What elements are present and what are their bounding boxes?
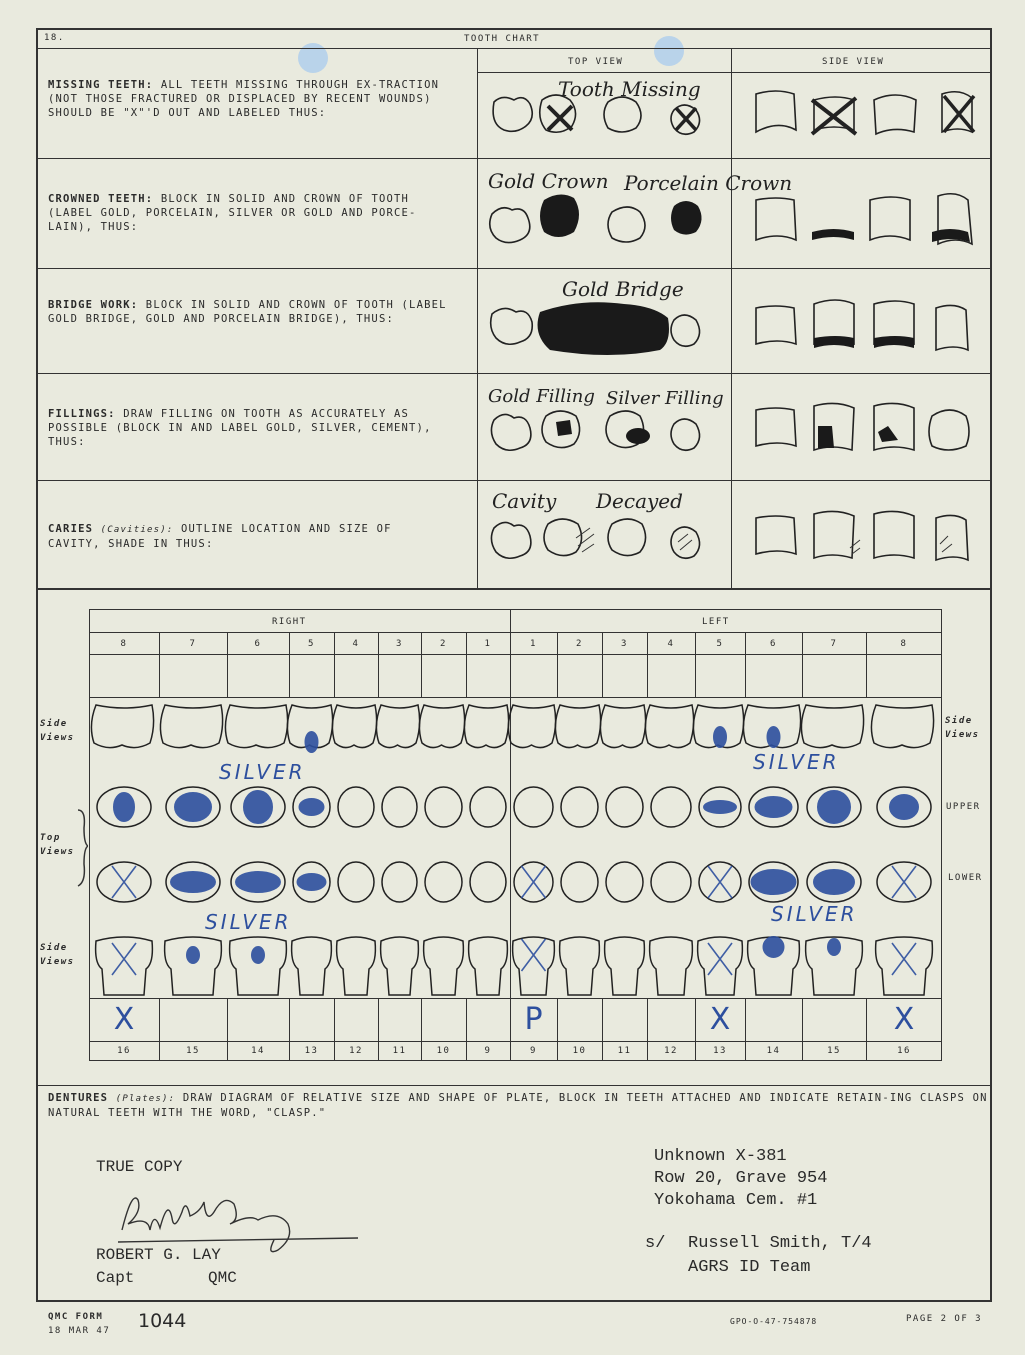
upper-top-tooth <box>651 787 691 827</box>
lower-tooth-number: 16 <box>897 1046 911 1056</box>
lower-tooth-mark: P <box>524 1002 543 1037</box>
certifier-rank: Capt <box>96 1269 135 1287</box>
upper-side-tooth <box>508 705 555 748</box>
instruction-text: OUTLINE LOCATION AND SIZE OF CAVITY, SHADE IN THUS: <box>48 523 392 550</box>
annotation-silver: SILVER <box>753 750 840 774</box>
lower-side-tooth <box>876 937 933 995</box>
extraction-mark <box>892 866 916 898</box>
upper-side-tooth <box>376 705 419 748</box>
extraction-mark <box>112 866 136 898</box>
form-number: 1044 <box>138 1310 187 1332</box>
example-label: Tooth Missing <box>558 77 701 101</box>
lower-side-tooth <box>560 937 600 995</box>
right-label: RIGHT <box>272 617 307 627</box>
upper-label: UPPER <box>946 802 981 812</box>
upper-tooth-number: 8 <box>120 639 128 649</box>
lower-tooth-number: 15 <box>827 1046 841 1056</box>
instruction-text: BLOCK IN SOLID AND CROWN OF TOOTH (LABEL GOLD BRIDGE, GOLD AND PORCELAIN BRIDGE), THUS: <box>48 299 447 325</box>
lower-tooth-number: 10 <box>436 1046 451 1056</box>
upper-tooth-number: 8 <box>900 639 908 649</box>
instruction-heading: CROWNED TEETH: <box>48 193 154 205</box>
certifier-branch: QMC <box>208 1269 237 1287</box>
upper-tooth-number: 3 <box>621 639 628 649</box>
instruction-heading: CARIES <box>48 523 94 535</box>
lower-tooth-number: 13 <box>713 1046 727 1056</box>
lower-top-tooth <box>425 862 462 902</box>
gpo-code: GPO-O-47-754878 <box>730 1317 818 1326</box>
punch-hole <box>654 36 684 66</box>
annotation-silver: SILVER <box>219 760 306 784</box>
upper-tooth-number: 7 <box>189 639 197 649</box>
filling-mark <box>114 793 134 821</box>
example-label: Gold Bridge <box>562 277 684 301</box>
upper-tooth-number: 3 <box>396 639 403 649</box>
lower-top-tooth <box>606 862 643 902</box>
upper-tooth-number: 6 <box>770 639 777 649</box>
filling-mark <box>306 732 318 752</box>
certifier-name: ROBERT G. LAY <box>96 1246 221 1264</box>
lower-top-tooth <box>338 862 374 902</box>
filling-mark <box>768 727 780 747</box>
filling-mark <box>244 791 272 823</box>
lower-top-tooth <box>382 862 417 902</box>
lower-tooth-number: 15 <box>186 1046 200 1056</box>
lower-tooth-mark: X <box>709 1002 731 1037</box>
upper-side-tooth <box>160 705 222 748</box>
upper-top-tooth <box>514 787 553 827</box>
upper-tooth-number: 5 <box>308 639 315 649</box>
upper-top-tooth <box>338 787 374 827</box>
side-view-label: SIDE VIEW <box>822 57 885 67</box>
lower-side-tooth <box>96 937 153 995</box>
filling-mark <box>236 872 280 892</box>
extraction-mark <box>522 866 546 898</box>
dentures-heading: DENTURES <box>48 1092 109 1104</box>
upper-tooth-number: 6 <box>254 639 262 649</box>
upper-top-tooth <box>470 787 506 827</box>
filling-mark <box>714 727 726 747</box>
instruction-heading-sub: (Cavities): <box>100 525 174 535</box>
id-line-3: Yokohama Cem. #1 <box>654 1191 818 1210</box>
lower-top-tooth <box>561 862 598 902</box>
page-indicator: PAGE 2 OF 3 <box>906 1314 983 1324</box>
lower-tooth-number: 9 <box>484 1046 492 1056</box>
lower-tooth-number: 12 <box>349 1046 363 1056</box>
instruction-missing <box>48 78 448 120</box>
top-view-label: TOP VIEW <box>568 57 624 67</box>
lower-side-tooth <box>513 937 555 995</box>
signed-name: Russell Smith, T/4 <box>688 1234 872 1253</box>
upper-side-tooth <box>871 705 933 748</box>
lower-tooth-number: 11 <box>617 1046 632 1056</box>
filling-mark <box>171 872 215 892</box>
instruction-text: BLOCK IN SOLID AND CROWN OF TOOTH (LABEL GOLD, PORCELAIN, SILVER OR GOLD AND PORCE-LAIN), THUS: <box>48 193 417 233</box>
team-name: AGRS ID Team <box>688 1258 811 1277</box>
dentures-heading-sub: (Plates): <box>115 1094 176 1104</box>
lower-tooth-number: 14 <box>251 1046 265 1056</box>
lower-side-tooth <box>337 937 376 995</box>
id-line-1: Unknown X-381 <box>654 1147 787 1166</box>
side-views-upper-right-label: Side Views <box>945 716 980 740</box>
teeth-diagram <box>89 697 942 998</box>
brace <box>74 808 88 888</box>
lower-tooth-number: 9 <box>530 1046 537 1056</box>
lower-tooth-number: 11 <box>392 1046 407 1056</box>
lower-tooth-number: 12 <box>664 1046 678 1056</box>
legend-illustrations <box>478 72 990 588</box>
id-line-2: Row 20, Grave 954 <box>654 1169 828 1188</box>
lower-side-tooth <box>230 937 287 995</box>
filling-mark <box>252 947 264 963</box>
lower-side-tooth <box>650 937 693 995</box>
form-title: TOOTH CHART <box>464 34 541 44</box>
upper-side-tooth <box>600 705 645 748</box>
upper-tooth-number: 1 <box>530 639 537 649</box>
identification-block <box>654 1146 827 1212</box>
lower-side-tooth <box>424 937 464 995</box>
upper-side-tooth <box>91 705 153 748</box>
filling-mark <box>756 797 792 817</box>
lower-tooth-mark: X <box>893 1002 915 1037</box>
lower-side-tooth <box>698 937 743 995</box>
filling-mark <box>175 793 211 821</box>
upper-tooth-number: 4 <box>667 639 675 649</box>
extraction-mark <box>708 866 732 898</box>
filling-mark <box>814 870 854 894</box>
upper-side-tooth <box>419 705 464 748</box>
upper-tooth-number: 2 <box>576 639 583 649</box>
filling-mark <box>828 939 840 955</box>
lower-tooth-mark: X <box>113 1002 135 1037</box>
filling-mark <box>187 947 199 963</box>
example-label: Gold Crown <box>488 169 609 193</box>
example-label: Cavity <box>492 489 557 513</box>
instruction-heading: FILLINGS: <box>48 408 116 420</box>
filling-mark <box>300 799 324 815</box>
annotation-silver: SILVER <box>205 910 292 934</box>
upper-top-tooth <box>425 787 462 827</box>
extraction-mark <box>892 943 916 975</box>
lower-side-tooth <box>165 937 222 995</box>
signed-prefix: s/ <box>645 1234 666 1253</box>
extraction-mark <box>708 943 732 975</box>
upper-tooth-number: 4 <box>352 639 360 649</box>
filling-mark <box>298 874 326 890</box>
lower-side-tooth <box>292 937 332 995</box>
example-label: Porcelain Crown <box>624 171 793 195</box>
upper-side-tooth <box>645 705 693 748</box>
upper-side-tooth <box>555 705 600 748</box>
instruction-text: DRAW FILLING ON TOOTH AS ACCURATELY AS POSSIBLE (BLOCK IN AND LABEL GOLD, SILVER, CEMENT), THUS: <box>48 408 432 448</box>
lower-tooth-number: 16 <box>117 1046 131 1056</box>
lower-tooth-number: 10 <box>572 1046 587 1056</box>
instruction-crowned <box>48 192 458 234</box>
lower-top-tooth <box>470 862 506 902</box>
upper-top-tooth <box>382 787 417 827</box>
true-copy-label: TRUE COPY <box>96 1158 183 1176</box>
filling-mark <box>704 801 736 813</box>
instruction-caries <box>48 522 448 551</box>
instruction-fillings <box>48 407 448 449</box>
annotation-silver: SILVER <box>771 902 858 926</box>
lower-side-tooth <box>605 937 645 995</box>
left-label: LEFT <box>702 617 730 627</box>
upper-tooth-number: 1 <box>484 639 492 649</box>
upper-top-tooth <box>606 787 643 827</box>
upper-side-tooth <box>332 705 376 748</box>
side-views-lower-label: Side Views <box>40 943 75 967</box>
corner-number: 18. <box>44 33 65 43</box>
top-views-label: Top Views <box>40 833 75 857</box>
instruction-bridge <box>48 298 458 326</box>
upper-side-tooth <box>801 705 863 748</box>
upper-tooth-number: 2 <box>440 639 447 649</box>
upper-tooth-number: 5 <box>716 639 724 649</box>
upper-side-tooth <box>225 705 287 748</box>
dentures-text: DRAW DIAGRAM OF RELATIVE SIZE AND SHAPE OF PLATE, BLOCK IN TEETH ATTACHED AND INDICATE RETAIN-ING CLASPS ON NATURAL TEETH WITH THE WORD, "CLASP." <box>48 1092 988 1119</box>
instruction-text: ALL TEETH MISSING THROUGH EX-TRACTION (NOT THOSE FRACTURED OR DISPLACED BY RECENT WOUNDS) SHOULD BE "X"'D OUT AND LABELED THUS: <box>48 79 440 119</box>
lower-label: LOWER <box>948 873 983 883</box>
filling-mark <box>890 795 918 819</box>
lower-top-tooth <box>651 862 691 902</box>
example-label: Gold Filling <box>488 386 595 407</box>
example-label: Decayed <box>596 489 683 513</box>
dentures-instruction <box>48 1091 988 1120</box>
lower-side-tooth <box>381 937 419 995</box>
form-label: QMC FORM <box>48 1312 104 1322</box>
side-views-upper-label: Side Views <box>40 719 75 743</box>
extraction-mark <box>112 943 136 975</box>
form-date: 18 MAR 47 <box>48 1326 111 1336</box>
instruction-heading: MISSING TEETH: <box>48 79 154 91</box>
upper-tooth-number: 7 <box>830 639 838 649</box>
instruction-heading: BRIDGE WORK: <box>48 299 139 311</box>
extraction-mark <box>522 939 546 971</box>
filling-mark <box>752 870 796 894</box>
upper-side-tooth <box>464 705 508 748</box>
lower-tooth-number: 14 <box>766 1046 781 1056</box>
filling-mark <box>764 937 784 957</box>
filling-mark <box>818 791 850 823</box>
example-label: Silver Filling <box>606 388 724 409</box>
lower-side-tooth <box>469 937 508 995</box>
lower-tooth-number: 13 <box>304 1046 319 1056</box>
upper-top-tooth <box>561 787 598 827</box>
